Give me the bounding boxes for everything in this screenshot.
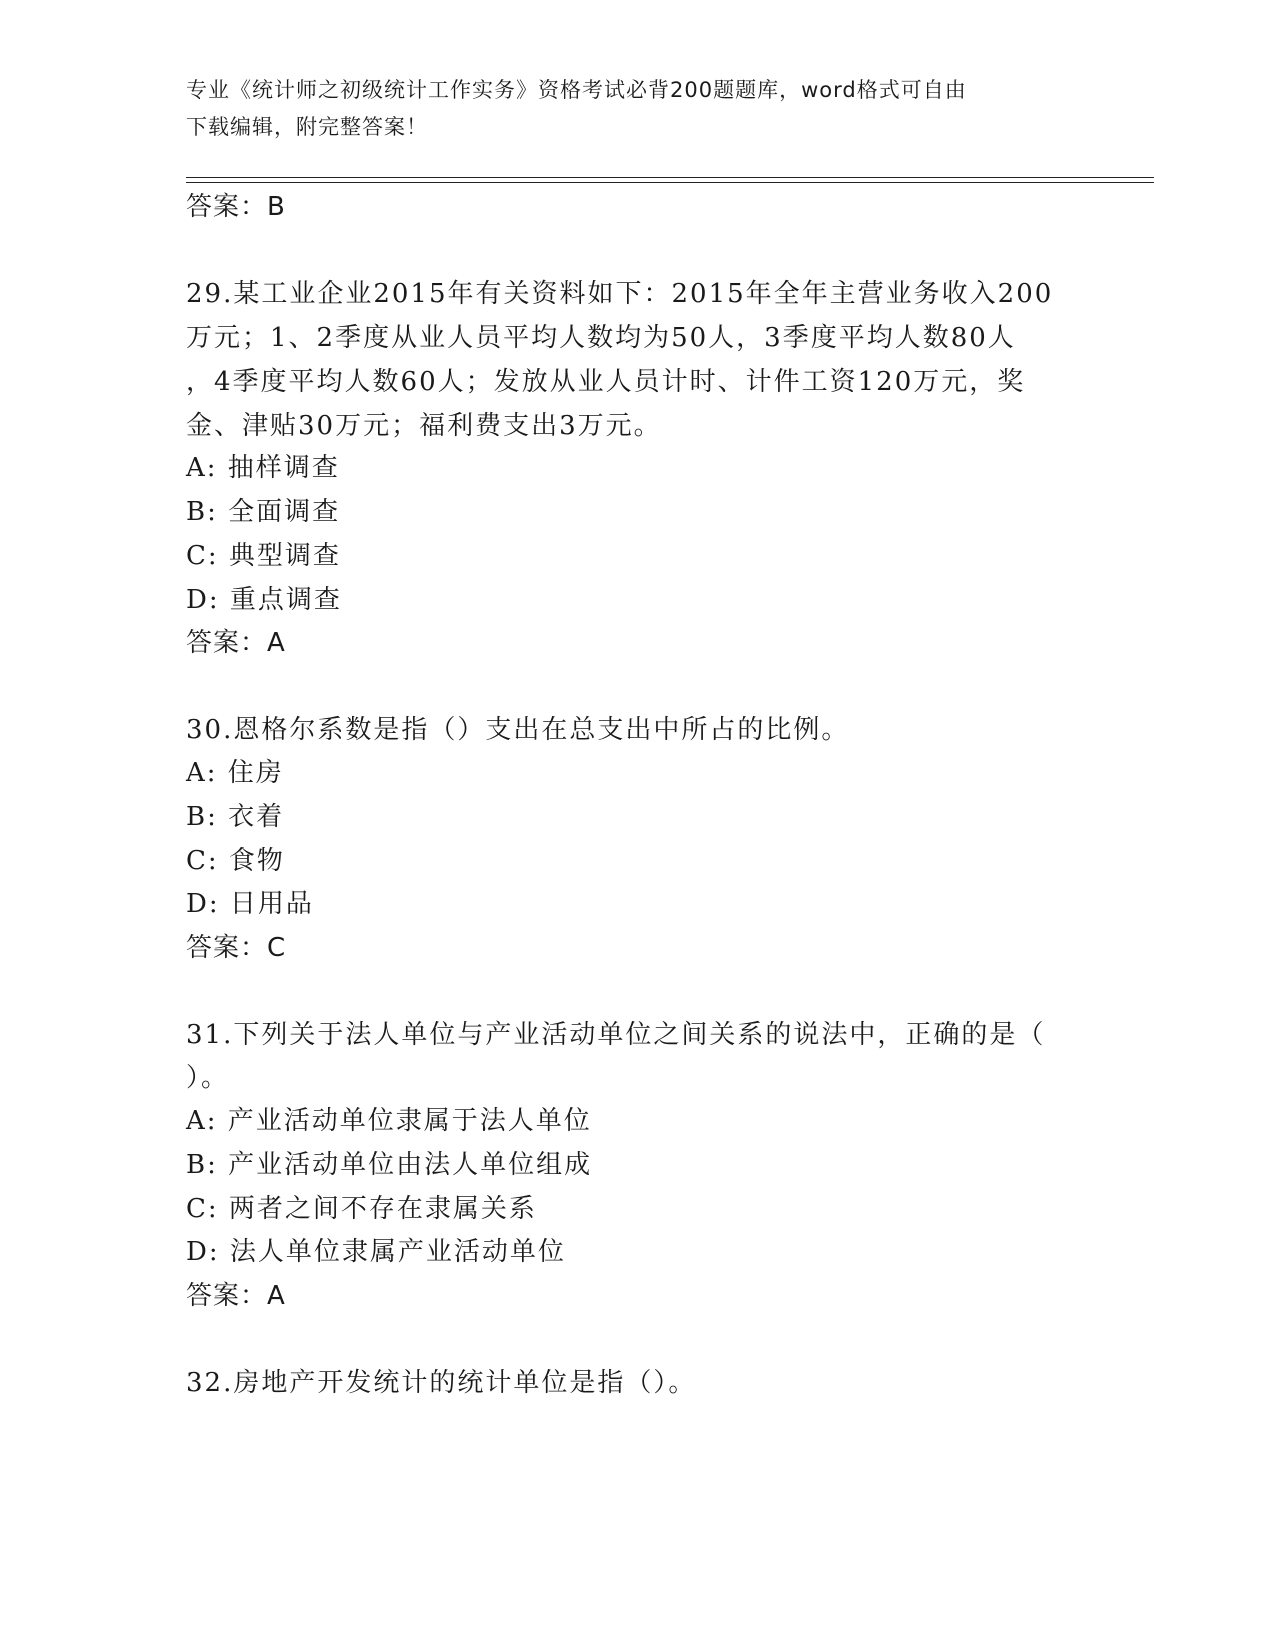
page-header [186,72,1086,146]
header-divider-bottom [186,182,1154,183]
question-31-line-1: 31.下列关于法人单位与产业活动单位之间关系的说法中，正确的是（ [186,1020,1046,1050]
header-line-2: 下载编辑，附完整答案！ [186,115,428,139]
question-32-line-1: 32.房地产开发统计的统计单位是指（）。 [186,1368,697,1398]
answer-28: 答案：B [186,192,286,222]
answer-31: 答案：A [186,1281,286,1311]
question-29-option-a: A: 抽样调查 [186,453,340,483]
question-30-option-b: B: 衣着 [186,802,285,832]
question-29-line-4: 金、津贴30万元；福利费支出3万元。 [186,411,662,441]
question-31-line-2: ）。 [186,1063,230,1093]
question-29-option-b: B: 全面调查 [186,497,341,527]
question-31-option-d: D: 法人单位隶属产业活动单位 [186,1237,566,1267]
answer-30: 答案：C [186,933,287,963]
question-30-option-c: C: 食物 [186,846,285,876]
question-31-option-a: A: 产业活动单位隶属于法人单位 [186,1106,592,1136]
question-30-option-a: A: 住房 [186,758,284,788]
question-29-line-2: 万元；1、2季度从业人员平均人数均为50人，3季度平均人数80人 [186,323,1016,353]
header-divider-top [186,177,1154,178]
question-31-option-c: C: 两者之间不存在隶属关系 [186,1194,537,1224]
question-30-line-1: 30.恩格尔系数是指（）支出在总支出中所占的比例。 [186,715,850,745]
answer-29: 答案：A [186,628,286,658]
question-29-line-3: ，4季度平均人数60人；发放从业人员计时、计件工资120万元，奖 [186,367,1026,397]
question-30-option-d: D: 日用品 [186,889,314,919]
question-29-option-d: D: 重点调查 [186,585,342,615]
question-29-option-c: C: 典型调查 [186,541,341,571]
question-31-option-b: B: 产业活动单位由法人单位组成 [186,1150,593,1180]
question-29-line-1: 29.某工业企业2015年有关资料如下：2015年全年主营业务收入200 [186,279,1054,309]
header-line-1: 专业《统计师之初级统计工作实务》资格考试必背200题题库，word格式可自由 [186,78,967,102]
